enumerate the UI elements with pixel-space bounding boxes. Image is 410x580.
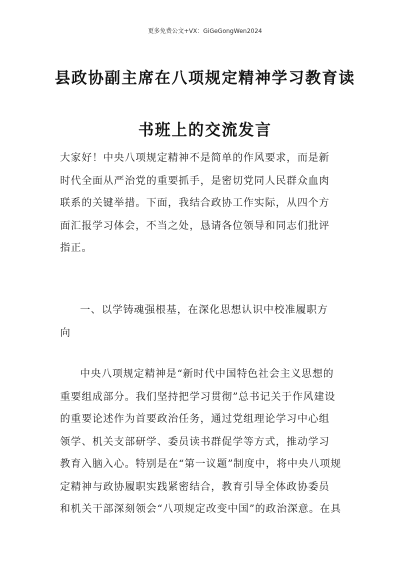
heading-line: 一、以学铸魂强根基，在深化思想认识中校准履职方 — [80, 305, 329, 316]
paragraph-line: 时代全面从严治党的重要抓手，是密切党同人民群众血肉 — [60, 175, 330, 187]
paragraph-line: 中央八项规定精神是“新时代中国特色社会主义思想的 — [80, 369, 334, 380]
opening-paragraph — [60, 148, 358, 261]
paragraph-line: 大家好！中央八项规定精神不是简单的作风要求，而是新 — [60, 153, 330, 164]
body-paragraph — [60, 364, 358, 522]
paragraph-line: 定精神与政协履职实践紧密结合，教育引导全体政协委员 — [60, 481, 330, 493]
paragraph-line: 和机关干部深刻领会“八项规定改变中国”的政治深意。在具 — [60, 504, 342, 515]
heading-line: 向 — [60, 327, 71, 339]
paragraph-line: 联系的关键举措。下面，我结合政协工作实际，从四个方 — [60, 198, 330, 209]
paragraph-line: 重要组成部分。我们坚持把学习贯彻”总书记关于作风建设 — [60, 391, 336, 403]
paragraph-line: 教育入脑入心。特别是在“第一议题”制度中，将中央八项规 — [60, 459, 342, 470]
paragraph-line: 的重要论述作为首要政治任务，通过党组理论学习中心组 — [60, 414, 330, 425]
document-title-line-1: 县政协副主席在八项规定精神学习教育读 — [54, 69, 356, 87]
paragraph-line: 指正。 — [60, 243, 93, 254]
paragraph-line: 面汇报学习体会，不当之处，恳请各位领导和同志们批评 — [60, 220, 330, 232]
header-banner: 更多免费公文+VX：GiGeGongWen2024 — [147, 28, 263, 35]
document-title-line-2: 书班上的交流发言 — [138, 121, 272, 139]
section-heading — [60, 300, 358, 345]
paragraph-line: 领学、机关支部研学、委员读书群促学等方式，推动学习 — [60, 436, 330, 448]
